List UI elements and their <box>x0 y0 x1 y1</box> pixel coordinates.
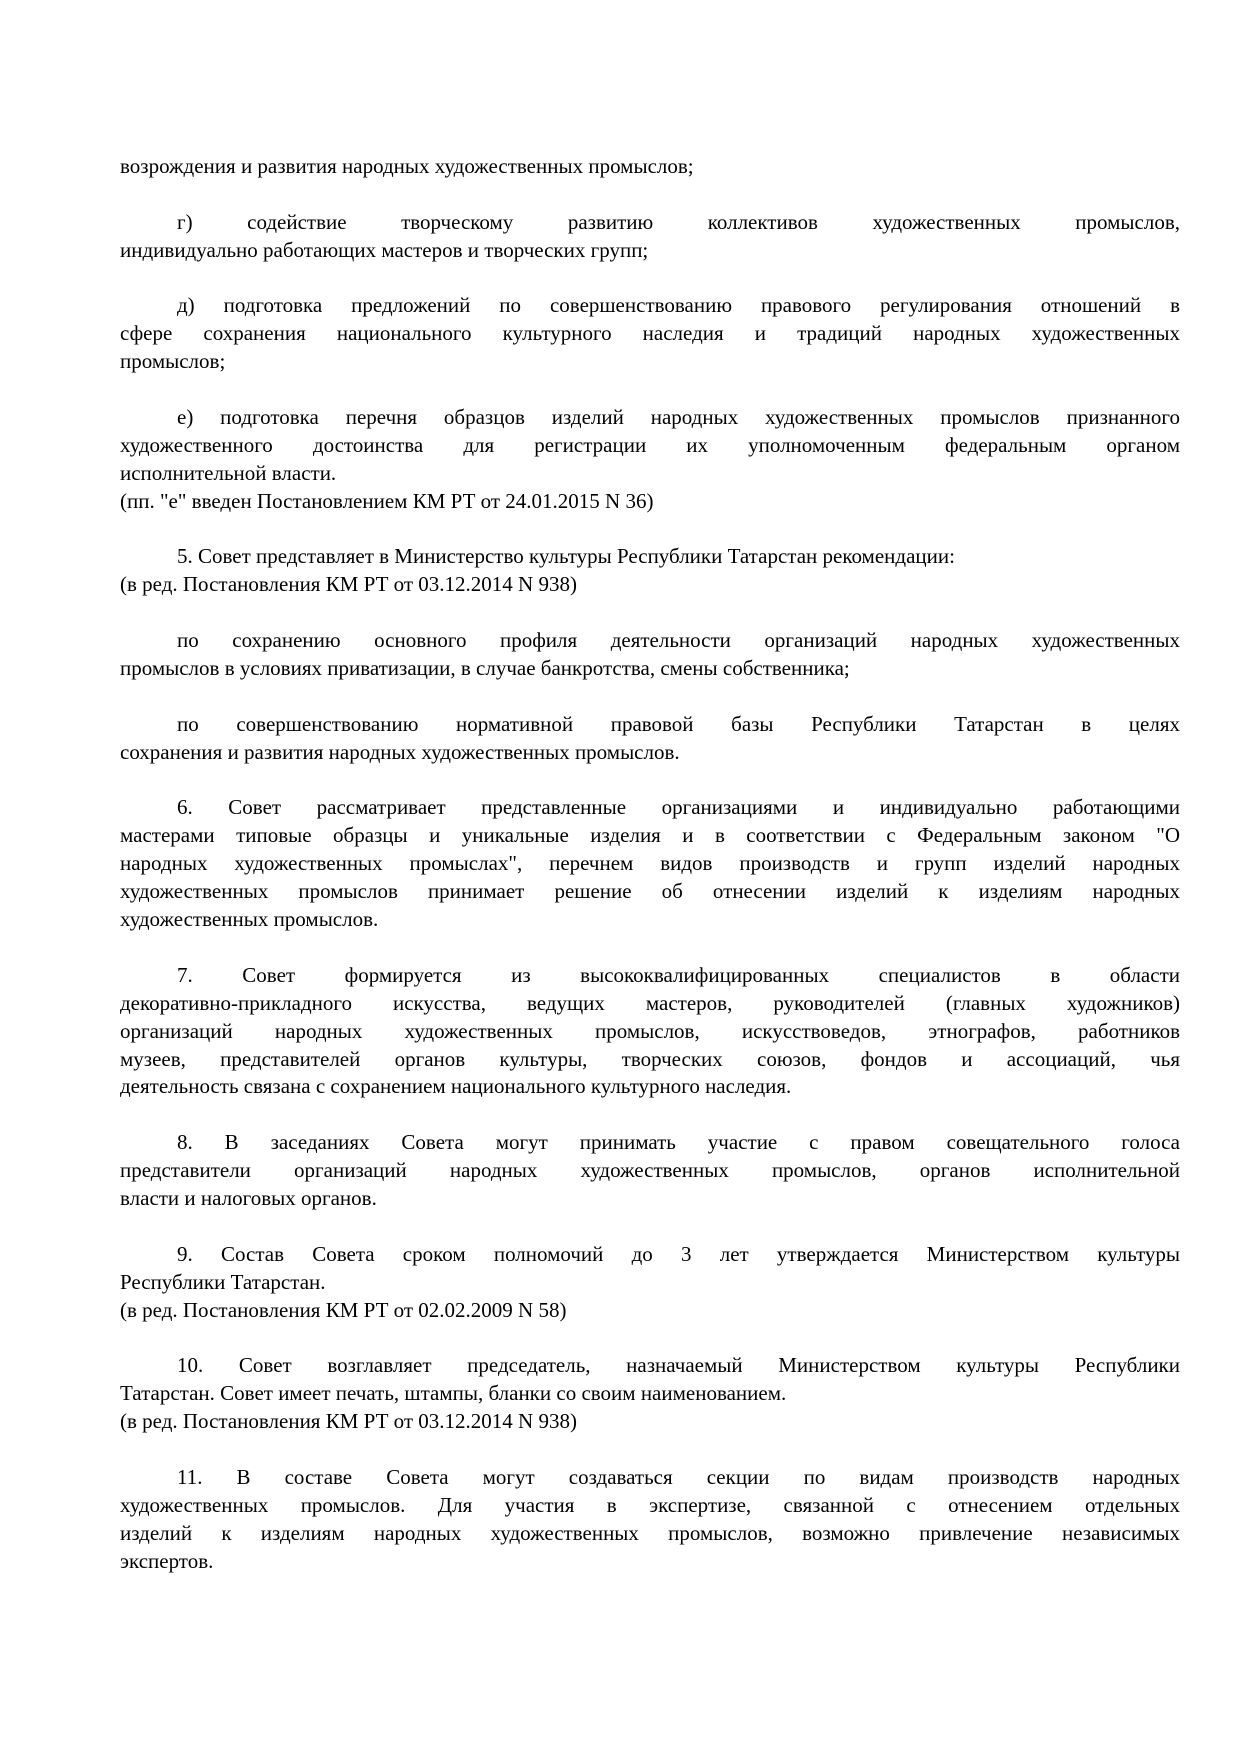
text-line: 8. В заседаниях Совета могут принимать участие с правом совещательного голоса <box>177 1130 1180 1155</box>
text-line: промыслов; <box>120 349 226 374</box>
paragraph-5-b <box>120 711 1180 767</box>
text-line: 5. Совет представляет в Министерство культуры Республики Татарстан рекомендации: <box>177 544 955 569</box>
text-line: промыслов в условиях приватизации, в случае банкротства, смены собственника; <box>120 656 850 681</box>
paragraph-9 <box>120 1241 1180 1325</box>
paragraph-6 <box>120 794 1180 933</box>
text-line: 7. Совет формируется из высококвалифицированных специалистов в области <box>177 962 1180 987</box>
text-line: сфере сохранения национального культурного наследия и традиций народных художественных <box>120 321 1180 346</box>
text-line: музеев, представителей органов культуры, творческих союзов, фондов и ассоциаций, чья <box>120 1046 1180 1071</box>
paragraph-e <box>120 404 1180 516</box>
text-line: организаций народных художественных промыслов, искусствоведов, этнографов, работников <box>120 1018 1180 1043</box>
text-line: деятельность связана с сохранением национального культурного наследия. <box>120 1074 792 1099</box>
text-line: е) подготовка перечня образцов изделий народных художественных промыслов признанного <box>177 405 1180 430</box>
text-line: 11. В составе Совета могут создаваться секции по видам производств народных <box>177 1464 1180 1489</box>
paragraph-11 <box>120 1464 1180 1576</box>
text-line: 10. Совет возглавляет председатель, назначаемый Министерством культуры Республики <box>177 1353 1180 1378</box>
text-line: по совершенствованию нормативной правовой базы Республики Татарстан в целях <box>177 711 1180 736</box>
paragraph-5 <box>120 543 1180 599</box>
document-page <box>120 153 1180 1603</box>
amendment-note: (пп. "е" введен Постановлением КМ РТ от 24.01.2015 N 36) <box>120 488 654 513</box>
text-line: сохранения и развития народных художественных промыслов. <box>120 739 680 764</box>
text-line: мастерами типовые образцы и уникальные изделия и в соответствии с Федеральным законом "О <box>120 823 1180 848</box>
paragraph-5-a <box>120 627 1180 683</box>
text-line: изделий к изделиям народных художественных промыслов, возможно привлечение независимых <box>120 1520 1180 1545</box>
paragraph-continuation <box>120 153 1180 181</box>
text-line: художественных промыслов принимает решение об отнесении изделий к изделиям народных <box>120 879 1180 904</box>
amendment-note: (в ред. Постановления КМ РТ от 03.12.2014 N 938) <box>120 572 577 597</box>
paragraph-d <box>120 292 1180 376</box>
text-line: художественных промыслов. <box>120 907 379 932</box>
text-line: 9. Состав Совета сроком полномочий до 3 лет утверждается Министерством культуры <box>177 1241 1180 1266</box>
text-line: возрождения и развития народных художественных промыслов; <box>120 154 694 178</box>
text-line: представители организаций народных художественных промыслов, органов исполнительной <box>120 1158 1180 1183</box>
text-line: г) содействие творческому развитию коллективов художественных промыслов, <box>177 209 1180 234</box>
text-line: д) подготовка предложений по совершенствованию правового регулирования отношений в <box>177 293 1180 318</box>
text-line: Республики Татарстан. <box>120 1269 326 1294</box>
text-line: исполнительной власти. <box>120 460 337 485</box>
text-line: индивидуально работающих мастеров и творческих групп; <box>120 237 649 262</box>
text-line: Татарстан. Совет имеет печать, штампы, бланки со своим наименованием. <box>120 1381 787 1406</box>
amendment-note: (в ред. Постановления КМ РТ от 03.12.2014 N 938) <box>120 1409 577 1434</box>
text-line: художественного достоинства для регистрации их уполномоченным федеральным органом <box>120 432 1180 457</box>
text-line: власти и налоговых органов. <box>120 1185 377 1210</box>
text-line: декоративно-прикладного искусства, ведущих мастеров, руководителей (главных художников) <box>120 990 1180 1015</box>
paragraph-8 <box>120 1129 1180 1213</box>
paragraph-10 <box>120 1352 1180 1436</box>
text-line: 6. Совет рассматривает представленные организациями и индивидуально работающими <box>177 795 1180 820</box>
text-line: по сохранению основного профиля деятельности организаций народных художественных <box>177 628 1180 653</box>
paragraph-7 <box>120 962 1180 1101</box>
paragraph-g <box>120 209 1180 265</box>
text-line: экспертов. <box>120 1548 214 1573</box>
text-line: художественных промыслов. Для участия в экспертизе, связанной с отнесением отдельных <box>120 1492 1180 1517</box>
text-line: народных художественных промыслах", перечнем видов производств и групп изделий народных <box>120 851 1180 876</box>
amendment-note: (в ред. Постановления КМ РТ от 02.02.2009 N 58) <box>120 1297 567 1322</box>
